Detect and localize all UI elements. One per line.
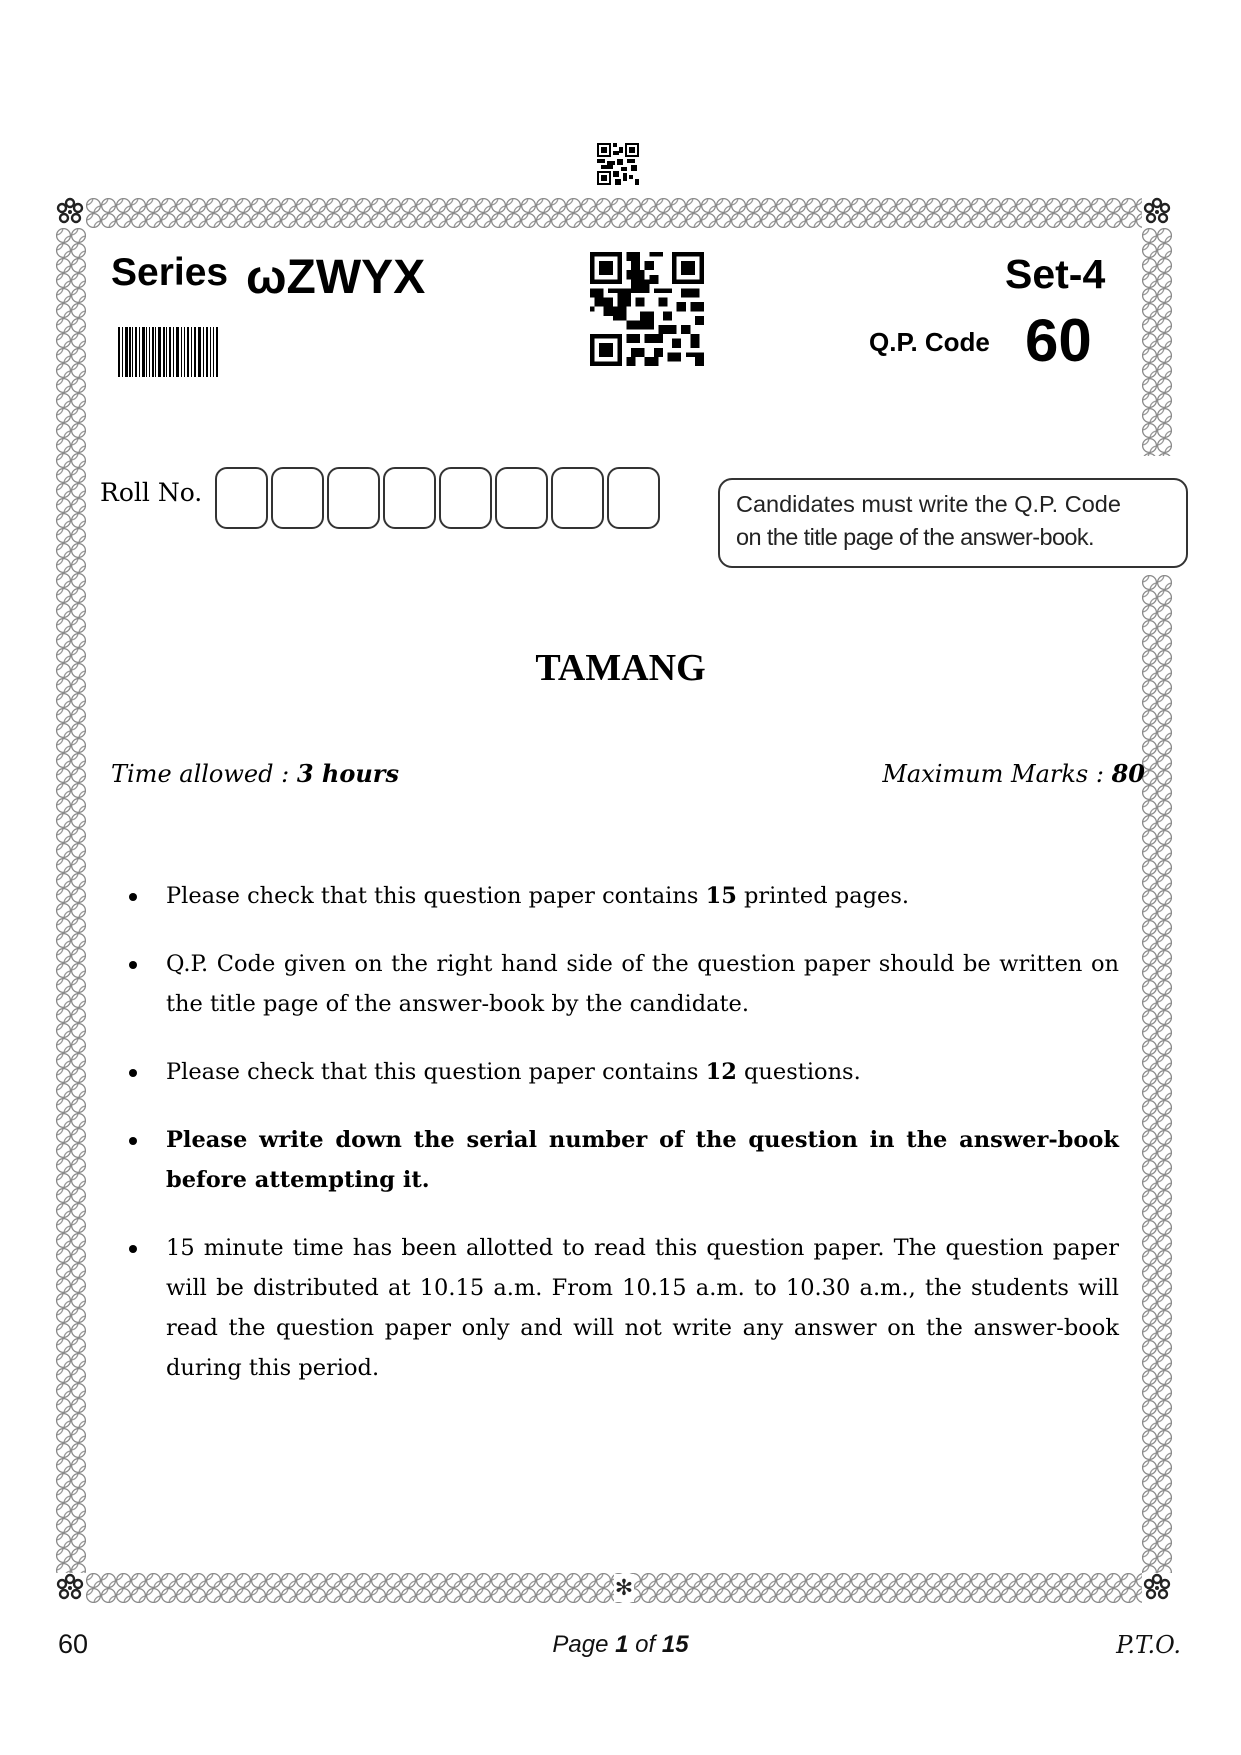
top-qr-code-icon [597, 143, 639, 185]
corner-flower-ornament-icon [1142, 1573, 1172, 1603]
roll-no-digit-box[interactable] [327, 467, 380, 529]
time-allowed [111, 758, 399, 790]
qp-code-label: Q.P. Code [869, 327, 990, 357]
instruction-item-important: Please write down the serial number of the question in the answer-book before attempting it. [129, 1120, 1119, 1200]
time-allowed-value: 3 hours [296, 759, 399, 788]
maximum-marks [882, 758, 1145, 790]
instruction-item: 15 minute time has been allotted to read this question paper. The question paper will be distributed at 10.15 a.m. From 10.15 a.m. to 10.30 a.m., the students will read the question paper only and will not write any answer on the answer-book during this period. [129, 1228, 1119, 1388]
roll-no-digit-box[interactable] [215, 467, 268, 529]
roll-no-digit-box[interactable] [607, 467, 660, 529]
instruction-item: Q.P. Code given on the right hand side of the question paper should be written on the title page of the answer-book by the candidate. [129, 944, 1119, 1024]
border-right-upper [1142, 228, 1172, 456]
subject-title: TAMANG [535, 647, 706, 689]
set-label: Set-4 [1005, 251, 1106, 297]
instruction-item: Please check that this question paper contains 15 printed pages. [129, 876, 1119, 916]
roll-no-digit-box[interactable] [383, 467, 436, 529]
series-label: Series [111, 251, 229, 294]
notice-line-2: on the title page of the answer-book. [736, 524, 1094, 550]
roll-no-digit-box[interactable] [551, 467, 604, 529]
corner-flower-ornament-icon [55, 197, 85, 227]
border-center-asterisk-icon: ✻ [614, 1575, 634, 1600]
roll-no-digit-box[interactable] [439, 467, 492, 529]
roll-no-digit-box[interactable] [495, 467, 548, 529]
corner-flower-ornament-icon [1142, 197, 1172, 227]
max-marks-value: 80 [1111, 759, 1145, 788]
max-marks-label: Maximum Marks : [882, 760, 1112, 788]
time-allowed-label: Time allowed : [111, 760, 297, 788]
corner-flower-ornament-icon [55, 1573, 85, 1603]
border-top [86, 198, 1142, 228]
footer-qp-code: 60 [58, 1629, 89, 1659]
main-qr-code-icon [590, 252, 704, 366]
footer-pto: P.T.O. [1116, 1631, 1181, 1659]
notice-line-1: Candidates must write the Q.P. Code [736, 491, 1121, 517]
instruction-item: Please check that this question paper contains 12 questions. [129, 1052, 1119, 1092]
barcode-icon [118, 327, 218, 377]
border-right-lower [1142, 575, 1172, 1573]
border-left [56, 228, 86, 1573]
footer-page-number: Page 1 of 15 [552, 1631, 689, 1658]
qp-code-notice-box [718, 478, 1188, 568]
series-code: ωZWYX [246, 251, 426, 304]
roll-no-label: Roll No. [100, 478, 203, 507]
roll-no-digit-box[interactable] [271, 467, 324, 529]
instructions-list [129, 876, 1119, 1416]
qp-code-value: 60 [1025, 307, 1092, 374]
